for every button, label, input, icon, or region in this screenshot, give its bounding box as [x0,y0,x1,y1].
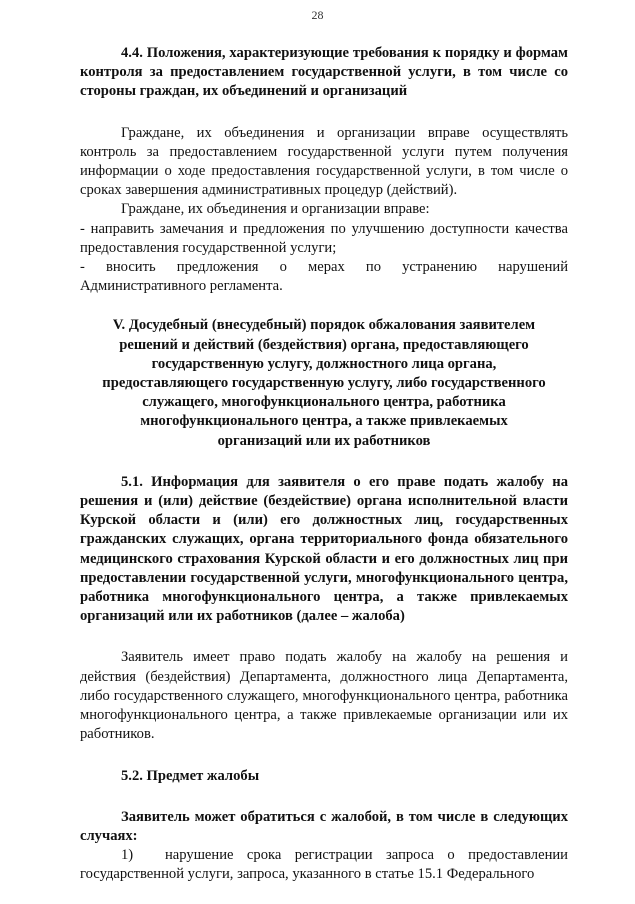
section-5-title-line: государственную услугу, должностного лица органа, [151,355,497,372]
section-5-2-intro: Заявитель может обратиться с жалобой, в том числе в следующих случаях: [80,808,568,844]
section-4-4-paragraph-1: Граждане, их объединения и организации вправе осуществлять контроль за предоставлением государственной услуги путем получения информации о ходе предоставления государственной услуги, в том числе о сроках завершения административных процедур (действий). [80,124,568,199]
list-item-number: 1) [121,847,134,864]
list-item-text: нарушение срока регистрации запроса о предоставлении государственной услуги, запроса, указанного в статье 15.1 Федерального [80,847,568,883]
section-5-1-heading: 5.1. Информация для заявителя о его праве подать жалобу на решения и (или) действие (бездействие) органа исполнительной власти Курской области и (или) его должностных лиц, государственных гражданских служащих, органа территориального фонда обязательного медицинского страхования Курской области и его должностных лиц при предоставлении государственной услуги, многофункционального центра, работника многофункционального центра, а также привлекаемых организаций или их работников (далее – жалоба) [80,473,568,625]
section-5-2-list-item-1 [80,846,568,884]
section-5-title-line: предоставляющего государственную услугу, либо государственного [102,375,546,392]
section-5-title-line: служащего, многофункционального центра, работника [142,394,506,411]
section-4-4-list-item-1: - направить замечания и предложения по улучшению доступности качества предоставления государственной услуги; [80,220,568,256]
section-4-4-paragraph-2: Граждане, их объединения и организации вправе: [121,201,430,218]
section-5-2-heading: 5.2. Предмет жалобы [121,767,260,784]
section-5-1-paragraph: Заявитель имеет право подать жалобу на жалобу на решения и действия (бездействия) Департамента, должностного лица Департамента, либо государственного служащего, многофункционального центра, работника многофункционального центра, а также привлекаемые организации или их работников. [80,649,568,743]
section-5-title-line: V. Досудебный (внесудебный) порядок обжалования заявителем [112,317,536,334]
section-5-title-line: организаций или их работников [217,432,431,449]
section-5-title-line: многофункционального центра, а также привлекаемых [140,413,508,430]
section-5-title [80,316,568,450]
section-4-4-list-item-2: - вносить предложения о мерах по устранению нарушений Административного регламента. [80,259,568,295]
section-5-title-line: решений и действий (бездействия) органа, предоставляющего [119,336,529,353]
section-4-4-heading: 4.4. Положения, характеризующие требования к порядку и формам контроля за предоставлением государственной услуги, в том числе со стороны граждан, их объединений и организаций [80,45,568,100]
document-body [80,44,568,885]
page-number: 28 [311,8,324,22]
